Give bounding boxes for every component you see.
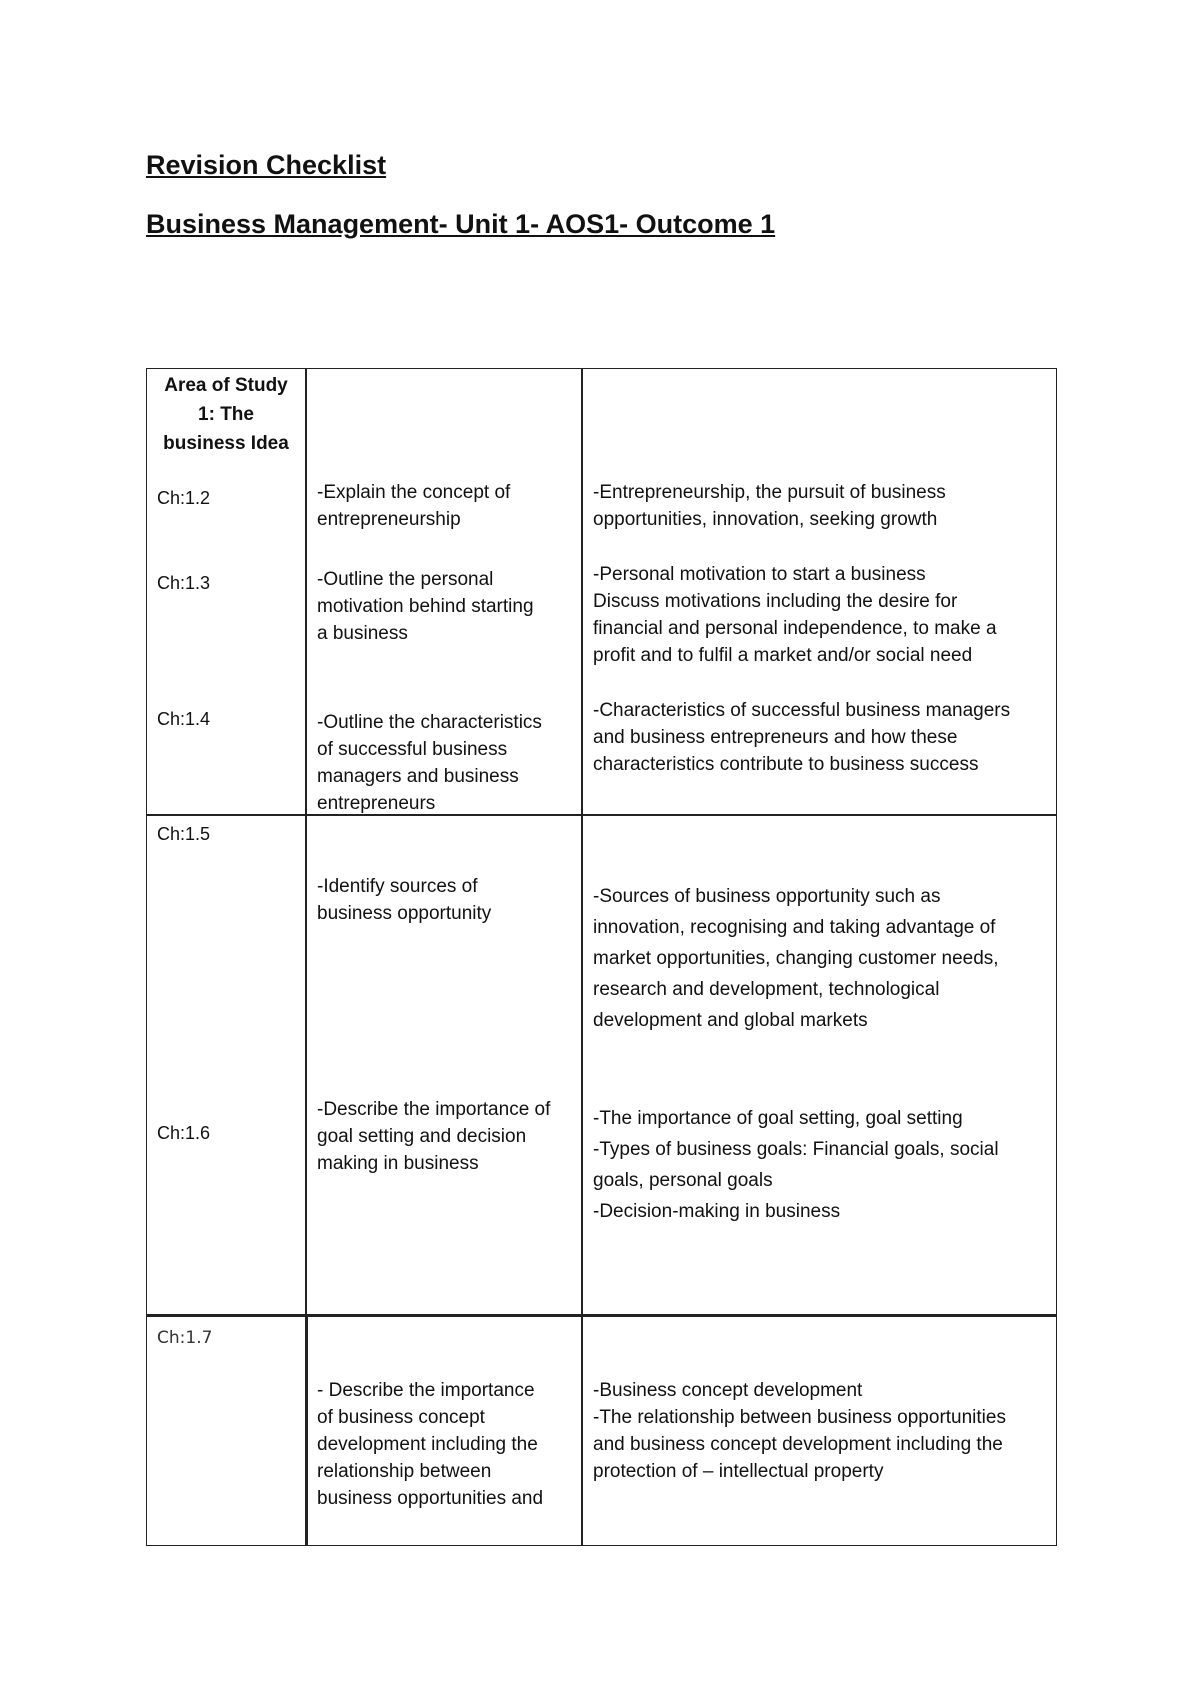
chapter-label: Ch:1.5: [157, 824, 211, 844]
column-divider: [305, 369, 307, 1315]
chapter-label: Ch:1.3: [157, 573, 211, 593]
column-divider: [581, 369, 583, 1545]
page-title: Revision Checklist: [146, 150, 387, 180]
detail-cell: -Entrepreneurship, the pursuit of business opportunities, innovation, seeking growth: [593, 482, 946, 530]
detail-cell: -Sources of business opportunity such as innovation, recognising and taking advantage of market opportunities, changing customer needs, research and development, technological development and global markets: [593, 886, 999, 1031]
page-subtitle: Business Management- Unit 1- AOS1- Outcome 1: [146, 209, 776, 239]
row-divider: [147, 814, 1056, 816]
chapter-label: Ch:1.7: [157, 1328, 213, 1348]
outcome-cell: - Describe the importance of business concept development including the relationship between business opportunities and: [317, 1380, 544, 1509]
detail-cell: -The importance of goal setting, goal setting -Types of business goals: Financial goals, social goals, personal goals -Decision-making in business: [593, 1108, 999, 1222]
outcome-cell: -Outline the personal motivation behind starting a business: [317, 569, 534, 644]
detail-cell: -Characteristics of successful business managers and business entrepreneurs and how these characteristics contribute to business success: [593, 700, 1011, 775]
chapter-label: Ch:1.4: [157, 709, 211, 729]
detail-cell: -Business concept development -The relationship between business opportunities and business concept development including the protection of – intellectual property: [593, 1380, 1006, 1482]
row-divider-bold: [147, 1314, 1056, 1317]
chapter-label: Ch:1.6: [157, 1123, 211, 1143]
checklist-table: [146, 368, 1057, 1546]
detail-cell: -Personal motivation to start a business Discuss motivations including the desire for financial and personal independence, to make a profit and to fulfil a market and/or social need: [593, 564, 997, 666]
chapter-label: Ch:1.2: [157, 488, 211, 508]
column-divider-bold: [305, 1317, 308, 1545]
outcome-cell: -Outline the characteristics of successful business managers and business entrepreneurs: [317, 712, 542, 814]
outcome-cell: -Explain the concept of entrepreneurship: [317, 482, 511, 530]
outcome-cell: -Identify sources of business opportunity: [317, 876, 492, 924]
outcome-cell: -Describe the importance of goal setting and decision making in business: [317, 1099, 551, 1174]
area-of-study-header: Area of Study 1: The business Idea: [163, 375, 289, 454]
